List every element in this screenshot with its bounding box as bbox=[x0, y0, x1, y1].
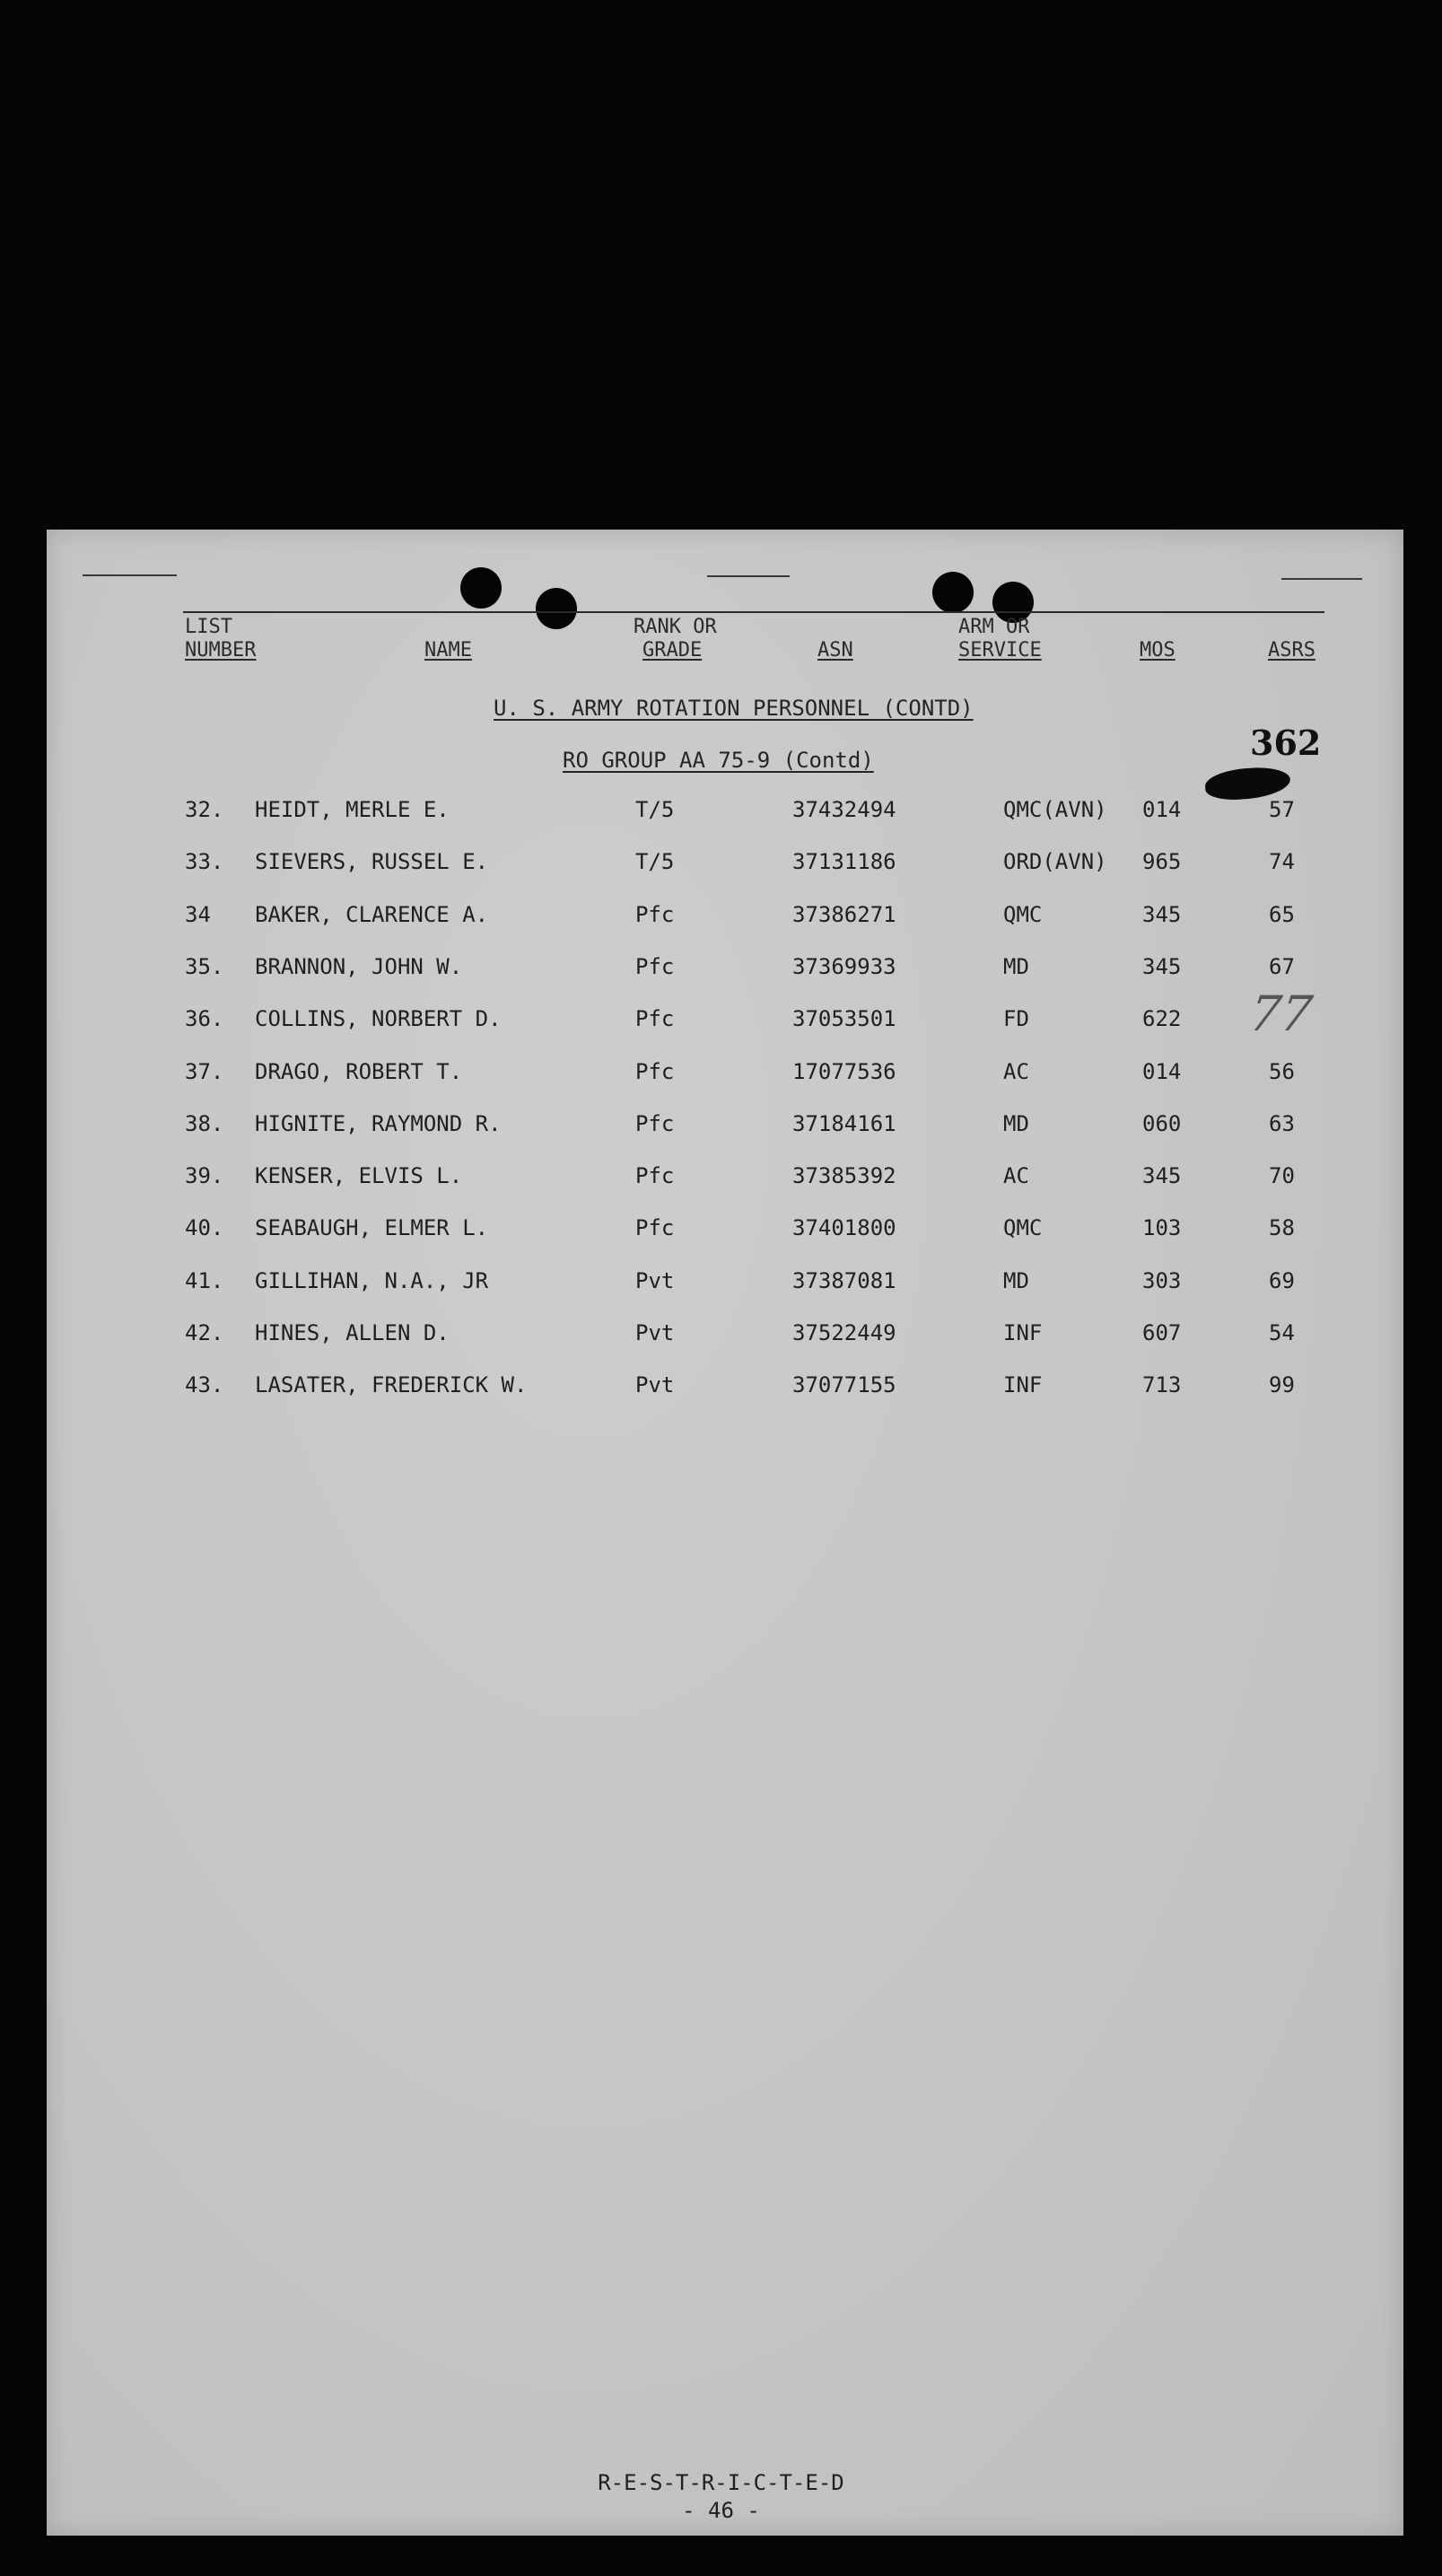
row-number: 38. bbox=[185, 1111, 224, 1136]
table-row bbox=[0, 797, 1442, 833]
row-arm-service: FD bbox=[1003, 1006, 1029, 1031]
row-arm-service: MD bbox=[1003, 954, 1029, 979]
row-name: DRAGO, ROBERT T. bbox=[255, 1059, 463, 1084]
row-arm-service: MD bbox=[1003, 1268, 1029, 1293]
row-number: 42. bbox=[185, 1320, 224, 1345]
row-asrs: 74 bbox=[1269, 849, 1295, 874]
row-asrs: 69 bbox=[1269, 1268, 1295, 1293]
row-mos: 607 bbox=[1142, 1320, 1182, 1345]
header-rank-line1: RANK OR bbox=[634, 616, 717, 638]
row-asrs: 70 bbox=[1269, 1163, 1295, 1188]
header-mos bbox=[1140, 639, 1175, 662]
row-rank: Pvt bbox=[635, 1320, 675, 1345]
row-number: 33. bbox=[185, 849, 224, 874]
row-asn: 37386271 bbox=[792, 902, 896, 927]
row-mos: 103 bbox=[1142, 1215, 1182, 1240]
table-row bbox=[0, 1006, 1442, 1042]
row-name: HIGNITE, RAYMOND R. bbox=[255, 1111, 502, 1136]
row-name: LASATER, FREDERICK W. bbox=[255, 1372, 528, 1398]
row-rank: Pfc bbox=[635, 954, 675, 979]
header-arm-line2: SERVICE bbox=[958, 639, 1042, 662]
row-name: HEIDT, MERLE E. bbox=[255, 797, 450, 822]
row-name: SIEVERS, RUSSEL E. bbox=[255, 849, 489, 874]
table-row bbox=[0, 1268, 1442, 1304]
row-mos: 345 bbox=[1142, 954, 1182, 979]
classification-marking: R-E-S-T-R-I-C-T-E-D bbox=[598, 2470, 844, 2495]
table-row bbox=[0, 1320, 1442, 1356]
row-name: BRANNON, JOHN W. bbox=[255, 954, 463, 979]
row-asn: 37522449 bbox=[792, 1320, 896, 1345]
row-rank: Pfc bbox=[635, 902, 675, 927]
row-arm-service: INF bbox=[1003, 1320, 1043, 1345]
header-asrs-label: ASRS bbox=[1268, 639, 1315, 662]
row-asn: 37053501 bbox=[792, 1006, 896, 1031]
row-rank: Pfc bbox=[635, 1006, 675, 1031]
row-number: 39. bbox=[185, 1163, 224, 1188]
row-name: HINES, ALLEN D. bbox=[255, 1320, 450, 1345]
margin-tick bbox=[707, 575, 790, 577]
group-title: RO GROUP AA 75-9 (Contd) bbox=[563, 748, 874, 773]
table-row bbox=[0, 1111, 1442, 1147]
table-row bbox=[0, 902, 1442, 938]
row-number: 37. bbox=[185, 1059, 224, 1084]
table-row bbox=[0, 1372, 1442, 1408]
row-asn: 37432494 bbox=[792, 797, 896, 822]
row-number: 32. bbox=[185, 797, 224, 822]
row-asrs: 56 bbox=[1269, 1059, 1295, 1084]
row-arm-service: AC bbox=[1003, 1163, 1029, 1188]
header-top-rule bbox=[183, 611, 1324, 613]
row-arm-service: ORD(AVN) bbox=[1003, 849, 1107, 874]
header-list-line1: LIST bbox=[185, 616, 232, 638]
row-arm-service: QMC(AVN) bbox=[1003, 797, 1107, 822]
header-arm-line1: ARM OR bbox=[958, 616, 1030, 638]
header-list-number bbox=[185, 616, 256, 662]
header-asrs bbox=[1268, 639, 1315, 662]
row-name: GILLIHAN, N.A., JR bbox=[255, 1268, 489, 1293]
row-asrs: 65 bbox=[1269, 902, 1295, 927]
row-asn: 37401800 bbox=[792, 1215, 896, 1240]
row-mos: 014 bbox=[1142, 1059, 1182, 1084]
header-rank bbox=[634, 616, 717, 662]
row-asn: 37077155 bbox=[792, 1372, 896, 1398]
row-asn: 37131186 bbox=[792, 849, 896, 874]
row-rank: Pfc bbox=[635, 1111, 675, 1136]
row-arm-service: MD bbox=[1003, 1111, 1029, 1136]
header-name bbox=[424, 639, 472, 662]
row-asn: 37385392 bbox=[792, 1163, 896, 1188]
section-title: U. S. ARMY ROTATION PERSONNEL (CONTD) bbox=[494, 696, 974, 721]
table-row bbox=[0, 849, 1442, 885]
punch-hole bbox=[536, 588, 577, 629]
row-number: 34 bbox=[185, 902, 211, 927]
row-rank: Pvt bbox=[635, 1268, 675, 1293]
row-rank: Pfc bbox=[635, 1059, 675, 1084]
row-number: 36. bbox=[185, 1006, 224, 1031]
row-mos: 014 bbox=[1142, 797, 1182, 822]
row-mos: 713 bbox=[1142, 1372, 1182, 1398]
row-asn: 17077536 bbox=[792, 1059, 896, 1084]
row-rank: Pfc bbox=[635, 1163, 675, 1188]
row-rank: Pvt bbox=[635, 1372, 675, 1398]
row-asn: 37387081 bbox=[792, 1268, 896, 1293]
header-arm bbox=[958, 616, 1042, 662]
header-asn bbox=[817, 639, 853, 662]
row-asrs: 57 bbox=[1269, 797, 1295, 822]
row-asrs: 58 bbox=[1269, 1215, 1295, 1240]
row-arm-service: QMC bbox=[1003, 1215, 1043, 1240]
header-asn-label: ASN bbox=[817, 639, 853, 662]
table-row bbox=[0, 954, 1442, 990]
row-arm-service: AC bbox=[1003, 1059, 1029, 1084]
header-name-label: NAME bbox=[424, 639, 472, 662]
margin-tick bbox=[1281, 578, 1362, 580]
row-asn: 37369933 bbox=[792, 954, 896, 979]
row-mos: 060 bbox=[1142, 1111, 1182, 1136]
row-asrs: 99 bbox=[1269, 1372, 1295, 1398]
row-mos: 345 bbox=[1142, 1163, 1182, 1188]
row-name: BAKER, CLARENCE A. bbox=[255, 902, 489, 927]
row-asn: 37184161 bbox=[792, 1111, 896, 1136]
row-arm-service: INF bbox=[1003, 1372, 1043, 1398]
row-arm-service: QMC bbox=[1003, 902, 1043, 927]
table-row bbox=[0, 1215, 1442, 1251]
row-number: 35. bbox=[185, 954, 224, 979]
row-name: SEABAUGH, ELMER L. bbox=[255, 1215, 489, 1240]
row-asrs: 54 bbox=[1269, 1320, 1295, 1345]
row-number: 41. bbox=[185, 1268, 224, 1293]
row-number: 40. bbox=[185, 1215, 224, 1240]
row-asrs: 63 bbox=[1269, 1111, 1295, 1136]
header-rank-line2: GRADE bbox=[642, 639, 703, 662]
row-mos: 345 bbox=[1142, 902, 1182, 927]
margin-tick bbox=[83, 574, 177, 576]
handwritten-note: 77 bbox=[1245, 986, 1316, 1042]
row-number: 43. bbox=[185, 1372, 224, 1398]
row-mos: 965 bbox=[1142, 849, 1182, 874]
punch-hole bbox=[932, 572, 974, 613]
row-mos: 622 bbox=[1142, 1006, 1182, 1031]
row-rank: Pfc bbox=[635, 1215, 675, 1240]
table-row bbox=[0, 1163, 1442, 1199]
row-name: KENSER, ELVIS L. bbox=[255, 1163, 463, 1188]
row-rank: T/5 bbox=[635, 797, 675, 822]
header-mos-label: MOS bbox=[1140, 639, 1175, 662]
row-rank: T/5 bbox=[635, 849, 675, 874]
row-asrs: 67 bbox=[1269, 954, 1295, 979]
page-number: - 46 - bbox=[682, 2498, 760, 2523]
row-mos: 303 bbox=[1142, 1268, 1182, 1293]
table-row bbox=[0, 1059, 1442, 1095]
header-list-line2: NUMBER bbox=[185, 639, 257, 662]
row-name: COLLINS, NORBERT D. bbox=[255, 1006, 502, 1031]
punch-hole bbox=[460, 567, 502, 609]
page-stamp-number: 362 bbox=[1250, 723, 1322, 763]
